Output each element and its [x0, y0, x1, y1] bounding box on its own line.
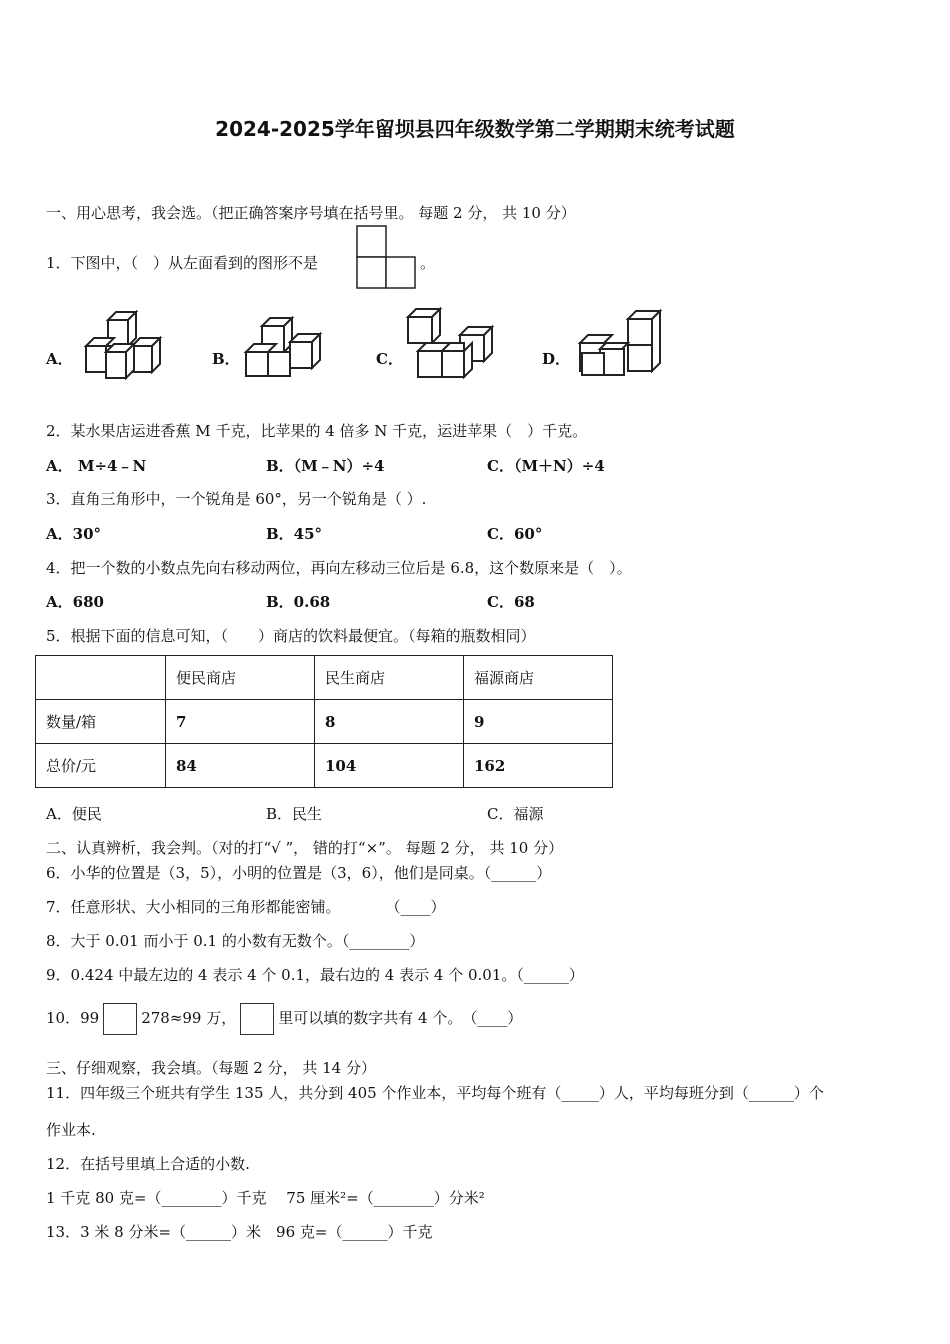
- q1-option-a-label: A．: [46, 350, 73, 368]
- section3-heading: 三、仔细观察，我会填。（每题 2 分， 共 14 分）: [46, 1059, 376, 1077]
- q1-option-b-label: B．: [212, 350, 240, 368]
- q13-text: 13．3 米 8 分米=（______）米 96 克=（______）千克: [46, 1223, 433, 1241]
- q10-text: [46, 1003, 522, 1035]
- q1-text-before: 1．下图中，（ ）从左面看到的图形不是: [46, 254, 319, 272]
- q5-text: 5．根据下面的信息可知，（ ）商店的饮料最便宜。（每箱的瓶数相同）: [46, 627, 536, 645]
- q9-text: 9．0.424 中最左边的 4 表示 4 个 0.1，最右边的 4 表示 4 个 0.01。（______）: [46, 966, 584, 984]
- q1-text: [46, 252, 318, 273]
- q5-option-b: B．民生: [266, 805, 323, 823]
- table-cell: 104: [315, 744, 464, 788]
- q3-text: 3．直角三角形中，一个锐角是 60°，另一个锐角是（ ）.: [46, 490, 427, 508]
- q5-option-c: C．福源: [487, 805, 544, 823]
- q1-option-c-label: C．: [376, 350, 403, 368]
- q4-option-a: A．680: [46, 593, 104, 611]
- q3-option-a: A．30°: [46, 525, 102, 543]
- table-header-cell: 民生商店: [315, 656, 464, 700]
- q5-option-a: A．便民: [46, 805, 102, 823]
- q1-view-figure: [356, 225, 418, 289]
- q12-fill-line: 1 千克 80 克=（________）千克 75 厘米²=（________）分米²: [46, 1189, 485, 1207]
- q2-option-a: A． M÷4﹣N: [46, 457, 147, 475]
- q1-option-a-figure: [80, 308, 170, 380]
- q3-option-b: B．45°: [266, 525, 323, 543]
- table-cell: 8: [315, 700, 464, 744]
- q11-text-line2: 作业本.: [46, 1121, 96, 1139]
- table-header-cell: 福源商店: [464, 656, 613, 700]
- q1-option-d-figure: [572, 305, 672, 381]
- q1-text-after: 。: [420, 254, 436, 272]
- q1-option-c-figure: [402, 305, 502, 381]
- q8-text: 8．大于 0.01 而小于 0.1 的小数有无数个。（________）: [46, 932, 425, 950]
- table-cell: 7: [166, 700, 315, 744]
- q2-option-b: B．（M﹣N）÷4: [266, 457, 385, 475]
- table-cell: 总价/元: [36, 744, 166, 788]
- q2-option-c: C．（M＋N）÷4: [487, 457, 605, 475]
- q6-text: 6．小华的位置是（3，5），小明的位置是（3，6），他们是同桌。（______）: [46, 864, 552, 882]
- q10-blank-box-2[interactable]: [240, 1003, 274, 1035]
- page-title: 2024-2025学年留坝县四年级数学第二学期期末统考试题: [215, 117, 735, 141]
- section1-heading: 一、用心思考，我会选。（把正确答案序号填在括号里。 每题 2 分， 共 10 分）: [46, 204, 576, 222]
- table-header-cell: [36, 656, 166, 700]
- q5-price-table: [35, 655, 613, 788]
- section2-heading: 二、认真辨析，我会判。（对的打“√ ”， 错的打“×”。 每题 2 分， 共 10 分）: [46, 839, 564, 857]
- table-row: [36, 744, 613, 788]
- table-cell: 9: [464, 700, 613, 744]
- q10-part2: 278≈99 万，: [141, 1009, 237, 1027]
- q11-text-line1: 11．四年级三个班共有学生 135 人，共分到 405 个作业本，平均每个班有（_____）人，平均每班分到（______）个: [46, 1084, 824, 1102]
- table-cell: 84: [166, 744, 315, 788]
- q12-text: 12．在括号里填上合适的小数.: [46, 1155, 250, 1173]
- table-row: [36, 700, 613, 744]
- q4-text: 4．把一个数的小数点先向右移动两位，再向左移动三位后是 6.8，这个数原来是（ ）。: [46, 559, 632, 577]
- q2-text: 2．某水果店运进香蕉 M 千克，比苹果的 4 倍多 N 千克，运进苹果（ ）千克。: [46, 422, 588, 440]
- table-cell: 162: [464, 744, 613, 788]
- table-header-cell: 便民商店: [166, 656, 315, 700]
- q1-option-b-figure: [242, 312, 337, 378]
- q1-option-d-label: D．: [542, 350, 571, 368]
- q10-part3: 里可以填的数字共有 4 个。 （____）: [278, 1009, 523, 1027]
- q10-blank-box[interactable]: [103, 1003, 137, 1035]
- q4-option-c: C．68: [487, 593, 535, 611]
- table-header-row: [36, 656, 613, 700]
- table-cell: 数量/箱: [36, 700, 166, 744]
- q3-option-c: C．60°: [487, 525, 543, 543]
- q10-part1: 10．99: [46, 1009, 100, 1027]
- q7-text: 7．任意形状、大小相同的三角形都能密铺。 （____）: [46, 898, 446, 916]
- q4-option-b: B．0.68: [266, 593, 331, 611]
